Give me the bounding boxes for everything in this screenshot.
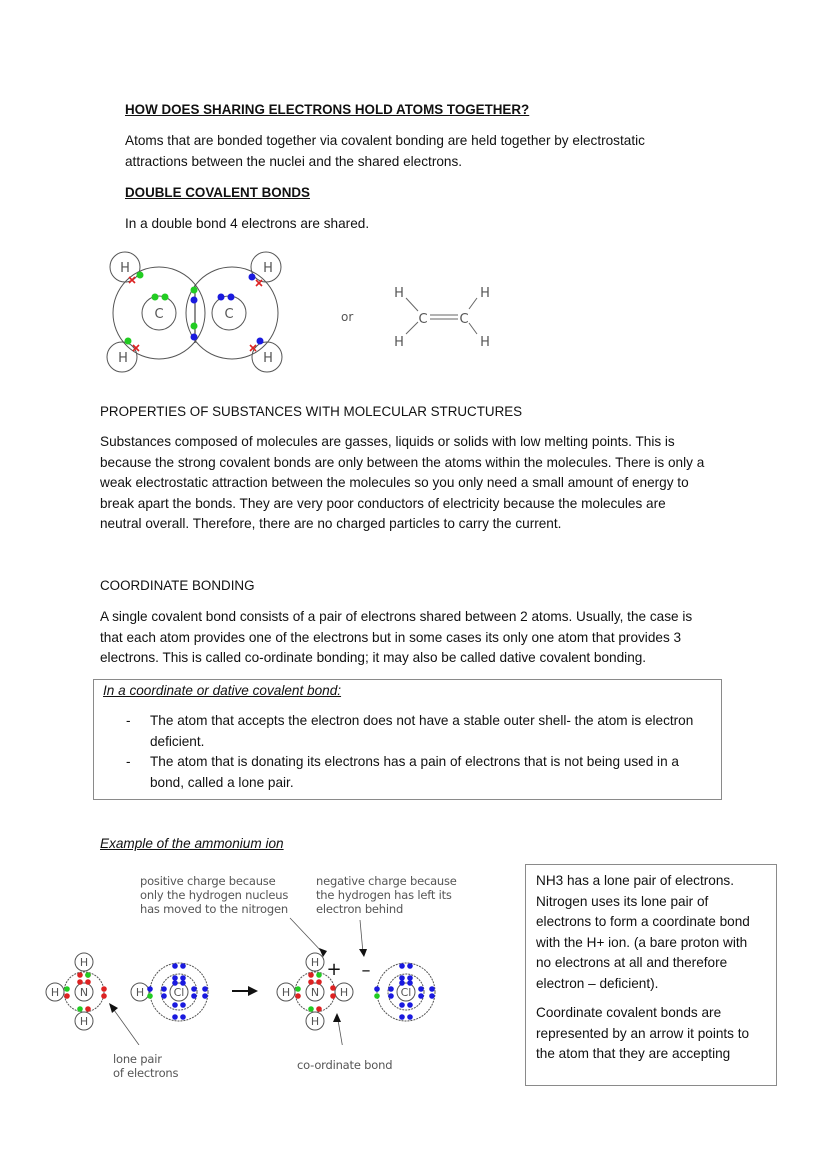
text-line: with the H+ ion. (a bare proton with bbox=[536, 934, 748, 950]
svg-text:Cl: Cl bbox=[400, 986, 412, 999]
heading-properties: PROPERTIES OF SUBSTANCES WITH MOLECULAR STRUCTURES bbox=[100, 404, 523, 419]
text-line: The atom that is donating its electrons has a pain of electrons that is not being used in a bbox=[150, 754, 679, 769]
svg-text:C: C bbox=[459, 312, 469, 327]
text-line: electron behind bbox=[316, 902, 404, 916]
text-line: only the hydrogen nucleus bbox=[140, 888, 289, 902]
text-line: Substances composed of molecules are gasses, liquids or solids with low melting points. This is bbox=[100, 434, 675, 449]
text-line: break apart the bonds. They are very poor conductors of electricity because the molecules are bbox=[100, 495, 666, 511]
dative-bond-info-box bbox=[93, 679, 722, 800]
svg-text:H: H bbox=[50, 986, 60, 999]
text-line: negative charge because bbox=[316, 874, 457, 888]
text-line: electrons. This is called co-ordinate bonding; it may also be called dative covalent bonding. bbox=[100, 650, 647, 665]
text-line: electrons to form a coordinate bond bbox=[536, 914, 750, 929]
svg-text:H: H bbox=[480, 335, 490, 350]
ethene-structural-formula bbox=[385, 278, 500, 353]
svg-text:H: H bbox=[480, 286, 490, 301]
svg-text:H: H bbox=[310, 1015, 320, 1028]
text-line: NH3 has a lone pair of electrons. bbox=[536, 873, 734, 888]
heading-double-covalent-bonds: DOUBLE COVALENT BONDS bbox=[125, 185, 310, 200]
example-title: Example of the ammonium ion bbox=[100, 836, 284, 851]
text-line: neutral overall. Therefore, there are no charged particles to carry the current. bbox=[100, 516, 562, 531]
hydrogen-label: H bbox=[118, 351, 128, 366]
positive-charge-label bbox=[140, 874, 288, 916]
svg-text:N: N bbox=[79, 986, 89, 999]
svg-text:C: C bbox=[418, 312, 428, 327]
text-line: lone pair bbox=[113, 1052, 162, 1066]
carbon-label: C bbox=[224, 307, 234, 322]
ammonium-explanation-box bbox=[525, 864, 777, 1086]
heading-sharing-electrons: HOW DOES SHARING ELECTRONS HOLD ATOMS TOGETHER? bbox=[125, 102, 530, 117]
ammonium-formation-diagram bbox=[40, 915, 480, 1045]
hydrogen-label: H bbox=[263, 351, 273, 366]
paragraph-coordinate-bonding bbox=[100, 607, 760, 669]
svg-text:H: H bbox=[281, 986, 291, 999]
lone-pair-label bbox=[113, 1052, 178, 1080]
paragraph-sharing-electrons bbox=[125, 131, 765, 172]
svg-text:Cl: Cl bbox=[173, 986, 185, 999]
text-line: bond, called a lone pair. bbox=[150, 774, 294, 790]
hydrogen-label: H bbox=[263, 261, 273, 276]
carbon-label: C bbox=[154, 307, 164, 322]
heading-coordinate-bonding: COORDINATE BONDING bbox=[100, 578, 255, 593]
or-connector: or bbox=[341, 310, 354, 324]
dative-bond-bullets bbox=[104, 711, 724, 793]
text-line: electron – deficient). bbox=[536, 975, 659, 991]
text-line: Atoms that are bonded together via covalent bonding are held together by electrostatic bbox=[125, 133, 645, 148]
svg-text:H: H bbox=[135, 986, 145, 999]
minus-sign: – bbox=[361, 960, 371, 981]
text-line: weak electrostatic attraction between the molecules so you only need a small amount of energy to bbox=[100, 475, 689, 490]
text-line: that each atom provides one of the electrons but in some cases its only one atom that provides 3 bbox=[100, 629, 682, 645]
plus-sign: + bbox=[326, 959, 342, 980]
text-line: Nitrogen uses its lone pair of bbox=[536, 893, 709, 909]
list-item bbox=[104, 752, 724, 793]
box-title: In a coordinate or dative covalent bond: bbox=[103, 683, 342, 698]
svg-text:H: H bbox=[394, 335, 404, 350]
svg-text:H: H bbox=[79, 956, 89, 969]
coordinate-bond-label: co-ordinate bond bbox=[297, 1058, 393, 1072]
negative-charge-label bbox=[316, 874, 457, 916]
svg-text:H: H bbox=[310, 956, 320, 969]
text-line: has moved to the nitrogen bbox=[140, 902, 288, 916]
text-line: attractions between the nuclei and the shared electrons. bbox=[125, 153, 463, 169]
text-line: The atom that accepts the electron does not have a stable outer shell- the atom is electron bbox=[150, 713, 694, 728]
explanation-paragraph-1 bbox=[536, 871, 776, 994]
text-line: positive charge because bbox=[140, 874, 276, 888]
svg-text:H: H bbox=[79, 1015, 89, 1028]
svg-text:N: N bbox=[310, 986, 320, 999]
paragraph-double-bond: In a double bond 4 electrons are shared. bbox=[125, 216, 370, 231]
text-line: because the strong covalent bonds are only between the atoms within the molecules. There is only a bbox=[100, 454, 705, 470]
text-line: Coordinate covalent bonds are bbox=[536, 1005, 722, 1020]
bullet-dash: - bbox=[126, 754, 131, 769]
text-line: the hydrogen has left its bbox=[316, 888, 452, 902]
text-line: the atom that they are accepting bbox=[536, 1046, 731, 1061]
bullet-dash: - bbox=[126, 713, 131, 728]
text-line: A single covalent bond consists of a pair of electrons shared between 2 atoms. Usually, the case is bbox=[100, 609, 693, 624]
text-line: no electrons at all and therefore bbox=[536, 955, 728, 970]
svg-text:H: H bbox=[394, 286, 404, 301]
text-line: deficient. bbox=[150, 733, 205, 749]
text-line: represented by an arrow it points to bbox=[536, 1025, 750, 1041]
hydrogen-label: H bbox=[120, 261, 130, 276]
explanation-paragraph-2 bbox=[536, 1003, 776, 1065]
list-item bbox=[104, 711, 724, 752]
paragraph-properties bbox=[100, 432, 760, 535]
ethene-dot-cross-diagram bbox=[95, 240, 315, 385]
svg-text:H: H bbox=[339, 986, 349, 999]
text-line: of electrons bbox=[113, 1066, 179, 1080]
